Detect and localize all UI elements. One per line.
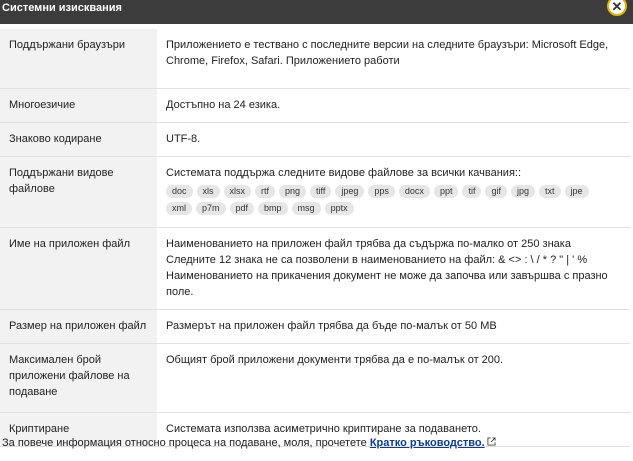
file-type-tag: tif [462, 185, 481, 198]
file-type-tag: ppt [434, 185, 459, 198]
row-label-browsers: Поддържани браузъри [0, 29, 157, 89]
file-type-tag: jpe [565, 185, 589, 198]
table-row [0, 344, 630, 413]
file-type-tag: xlsx [224, 185, 252, 198]
file-name-rule-spaces: Наименованието на прикачения документ не може да започва или завършва с празно поле. [166, 270, 608, 298]
file-type-tag: jpg [511, 185, 535, 198]
file-type-tag: rtf [255, 185, 275, 198]
row-value-encoding: UTF-8. [157, 123, 630, 157]
row-value-file-types [157, 157, 630, 228]
file-type-tag: pdf [230, 202, 255, 215]
file-type-tag: png [279, 185, 306, 198]
file-type-tag: msg [292, 202, 321, 215]
close-icon: ✕ [611, 0, 623, 14]
footer-info [2, 436, 496, 450]
close-button[interactable] [607, 0, 627, 16]
row-label-encryption: Криптиране [0, 413, 157, 447]
row-value-file-size: Размерът на приложен файл трябва да бъде по-малък от 50 MB [157, 310, 630, 344]
row-value-max-files: Общият брой приложени документи трябва да е по-малък от 200. [157, 344, 630, 413]
file-name-rule-chars: Следните 12 знака не са позволени в наименованието на файл: & <> : \ / * ? " | ' % [166, 254, 588, 266]
table-row [0, 310, 630, 344]
dialog-header [0, 0, 633, 24]
row-label-max-files: Максимален брой приложени файлове на подаване [0, 344, 157, 413]
row-value-languages: Достъпно на 24 езика. [157, 89, 630, 123]
file-type-tag: gif [485, 185, 507, 198]
file-type-tag: p7m [196, 202, 226, 215]
file-type-tag: pps [368, 185, 395, 198]
table-row [0, 89, 630, 123]
row-label-file-name: Име на приложен файл [0, 228, 157, 310]
footer-text: За повече информация относно процеса на подаване, моля, прочетете [2, 437, 370, 449]
row-value-encryption: Системата използва асиметрично криптиране за подаването. [157, 413, 630, 447]
file-type-tag: xls [197, 185, 220, 198]
file-type-tag: tiff [310, 185, 331, 198]
quick-guide-link[interactable]: Кратко ръководство. [369, 437, 485, 449]
file-type-tags [166, 185, 622, 219]
row-label-file-size: Размер на приложен файл [0, 310, 157, 344]
file-type-tag: pptx [325, 202, 354, 215]
row-value-file-name [157, 228, 630, 310]
dialog-title: Системни изисквания [2, 2, 122, 14]
table-row [0, 157, 630, 228]
external-link-icon[interactable] [487, 437, 496, 446]
table-row [0, 228, 630, 310]
table-row [0, 29, 630, 89]
file-type-tag: txt [539, 185, 561, 198]
file-type-tag: jpeg [335, 185, 364, 198]
row-label-languages: Многоезичие [0, 89, 157, 123]
file-type-tag: docx [399, 185, 430, 198]
row-value-browsers: Приложението е тествано с последните версии на следните браузъри: Microsoft Edge, Chrome, Firefox, Safari. Приложението работи [157, 29, 630, 89]
file-type-tag: bmp [258, 202, 288, 215]
row-label-file-types: Поддържани видове файлове [0, 157, 157, 228]
row-label-encoding: Знаково кодиране [0, 123, 157, 157]
file-types-intro: Системата поддържа следните видове файлове за всички качвания:: [166, 167, 522, 179]
requirements-table [0, 29, 630, 447]
file-name-rule-length: Наименованието на приложен файл трябва да съдържа по-малко от 250 знака [166, 238, 571, 250]
file-type-tag: doc [166, 185, 193, 198]
file-type-tag: xml [166, 202, 192, 215]
table-row [0, 123, 630, 157]
